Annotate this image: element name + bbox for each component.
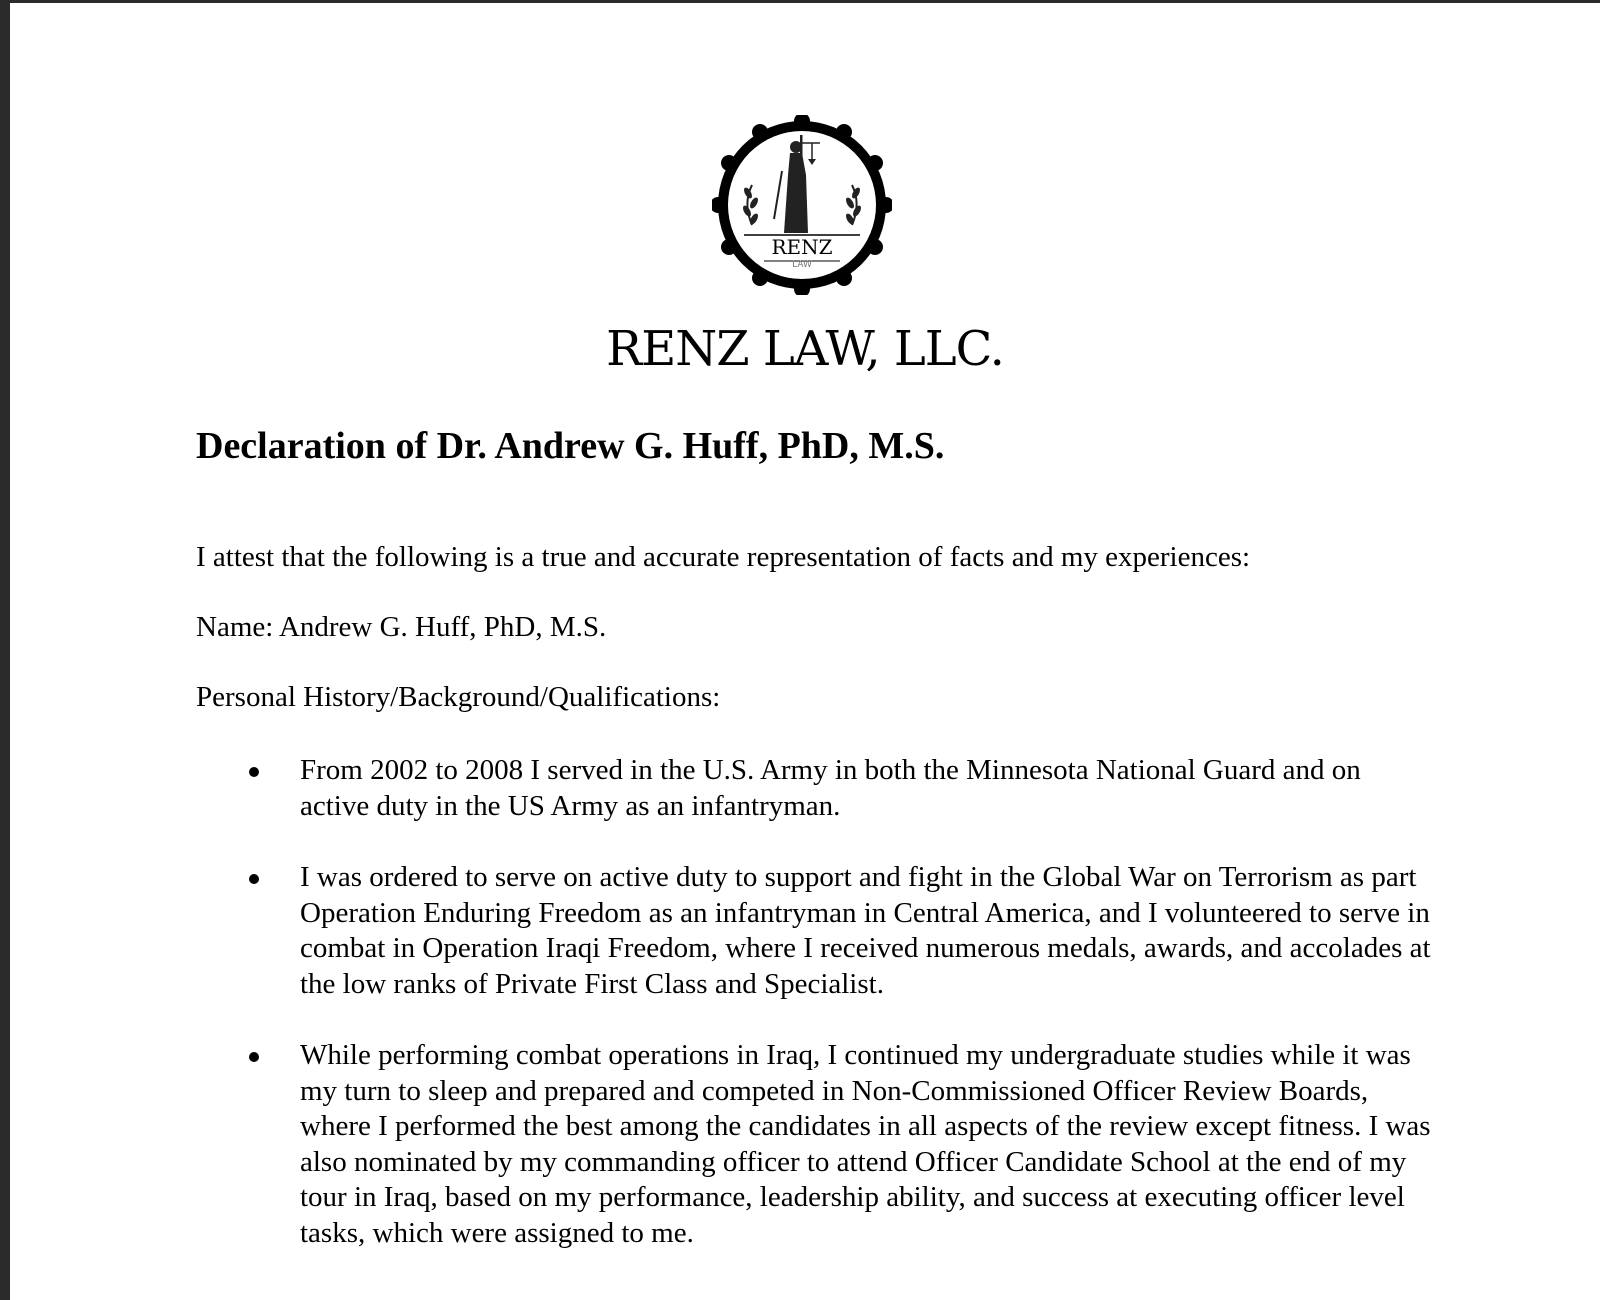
list-item-text: While performing combat operations in Iraq, I continued my undergraduate studies while it was my turn to sleep and prepared and competed in Non-Commissioned Officer Review Boards, where I performed the best among the candidates in all aspects of the review except fitness. I was also nominated by my commanding officer to attend Officer Candidate School at the end of my tour in Iraq, based on my performance, leadership ability, and success at executing officer level tasks, which were assigned to me.: [300, 1039, 1431, 1249]
list-item-text: From 2002 to 2008 I served in the U.S. Army in both the Minnesota National Guard and on active duty in the US Army as an infantryman.: [300, 754, 1361, 822]
section-heading: Personal History/Background/Qualifications:: [196, 681, 721, 713]
logo-subtext: LAW: [792, 260, 812, 270]
bullet-icon: [249, 1052, 259, 1062]
bullet-icon: [249, 874, 259, 884]
list-item: [196, 753, 1436, 824]
list-item: [196, 860, 1436, 1002]
logo-text: RENZ: [771, 235, 833, 259]
bullet-icon: [249, 767, 259, 777]
qualifications-list: [196, 753, 1436, 1287]
document-page: [10, 3, 1600, 1300]
list-item-text: I was ordered to serve on active duty to support and fight in the Global War on Terrorism as part Operation Enduring Freedom as an infantryman in Central America, and I volunteered to serve in combat in Operation Iraqi Freedom, where I received numerous medals, awards, and accolades at the low ranks of Private First Class and Specialist.: [300, 861, 1431, 1000]
document-title: Declaration of Dr. Andrew G. Huff, PhD, M.S.: [196, 425, 945, 467]
name-line: Name: Andrew G. Huff, PhD, M.S.: [196, 611, 607, 643]
attestation-text: I attest that the following is a true and accurate representation of facts and my experiences:: [196, 541, 1251, 573]
lady-justice-seal-icon: [712, 115, 892, 295]
firm-name-heading: RENZ LAW, LLC.: [606, 321, 1004, 377]
list-item: [196, 1038, 1436, 1251]
